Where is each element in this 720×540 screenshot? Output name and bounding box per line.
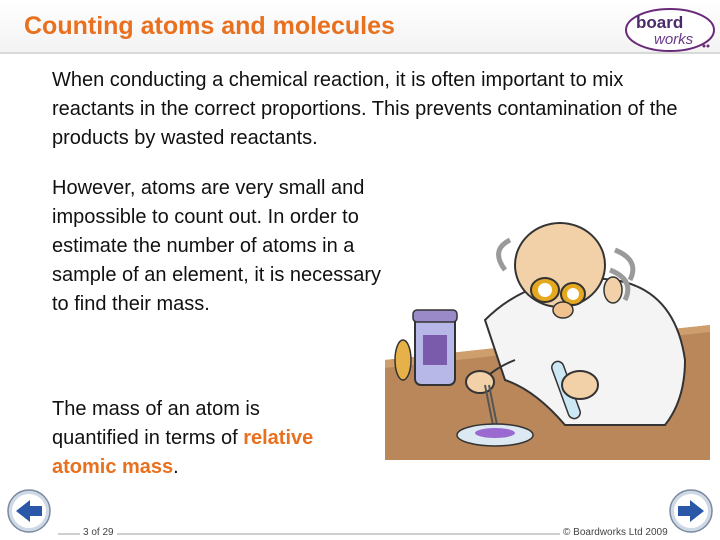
logo-word-board: board [636,13,684,32]
scientist-head [515,223,605,307]
boardworks-logo [624,6,716,54]
mass-text-end: . [173,456,179,478]
forward-arrow-icon[interactable] [668,488,714,534]
title-bar [0,0,720,54]
page-number: 3 of 29 [80,527,117,538]
copyright-text: © Boardworks Ltd 2009 [560,527,671,538]
mass-paragraph [52,395,322,482]
intro-paragraph: When conducting a chemical reaction, it is often important to mix reactants in the correct proportions. This prevents contamination of the products by wasted reactants. [52,69,678,149]
mass-text: The mass of an atom is quantified in terms of [52,398,260,449]
logo-word-works: works [654,31,694,48]
atoms-paragraph: However, atoms are very small and impossible to count out. In order to estimate the number of atoms in a sample of an element, it is necessary to find their mass. [52,177,382,315]
back-arrow-icon[interactable] [6,488,52,534]
relative-atomic-mass-term: relative atomic mass [52,427,314,478]
page-title: Counting atoms and molecules [24,12,395,40]
jar-lid [395,340,411,380]
scientist-illustration [385,210,710,460]
